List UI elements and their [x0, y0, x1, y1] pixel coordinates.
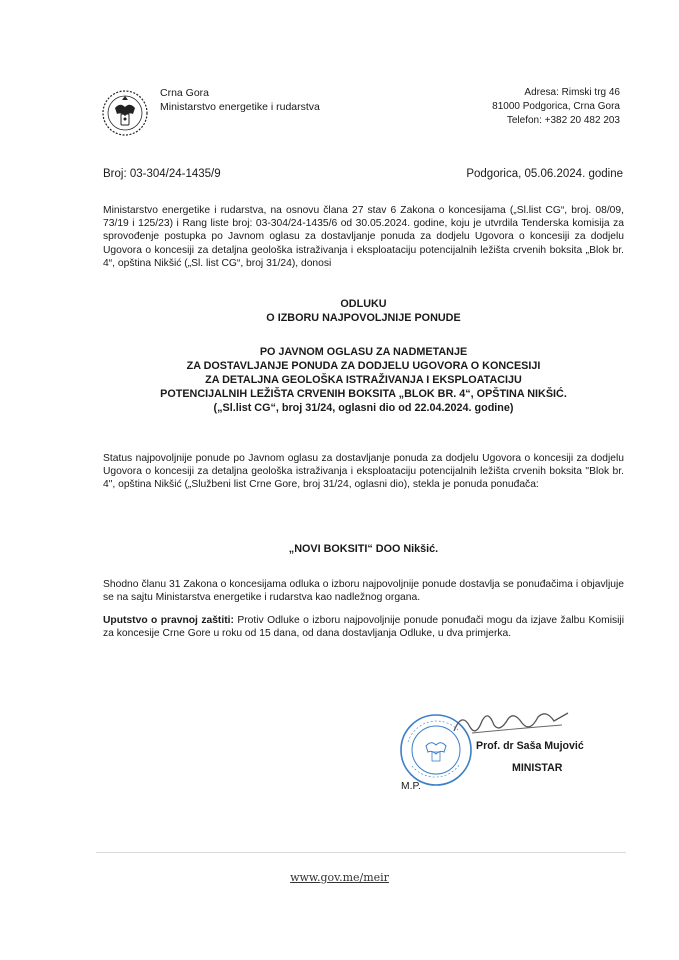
- decision-title-line-1: ODLUKU: [340, 298, 387, 310]
- reference-number: Broj: 03-304/24-1435/9: [103, 168, 221, 180]
- ministry-name: Ministarstvo energetike i rudarstva: [160, 101, 320, 113]
- delivery-paragraph: Shodno članu 31 Zakona o koncesijama odluka o izboru najpovoljnije ponude dostavlja se ponuđačima i objavljuje se na sajtu Ministarstva energetike i rudarstva kao nadležnog organa.: [103, 579, 624, 604]
- decision-subtitle: [103, 345, 624, 415]
- website-link[interactable]: www.gov.me/meir: [290, 871, 389, 884]
- status-paragraph: Status najpovoljnije ponude po Javnom oglasu za dostavljanje ponuda za dodjelu Ugovora o koncesiji za dodjelu Ugovora o koncesiji za detaljna geološka istraživanja i eksploataciju potencijalnih ležišta crvenih boksita "Blok br. 4", opština Nikšić („Službeni list Crne Gore, broj 31/24, oglasni dio), stekla je ponuda ponuđača:: [103, 453, 624, 491]
- country-name: Crna Gora: [160, 87, 210, 99]
- legal-remedy-paragraph: [103, 614, 624, 640]
- footer-divider: [96, 852, 626, 853]
- reference-row: [103, 168, 623, 180]
- legal-remedy-text: Protiv Odluke o izboru najpovoljnije ponude ponuđači mogu da izjave žalbu Komisiji za koncesije Crne Gore u roku od 15 dana, od dana dostavljanja Odluke, u dva primjerka.: [103, 615, 624, 640]
- phone-number: Telefon: +382 20 482 203: [506, 115, 620, 126]
- signatory-title: MINISTAR: [512, 762, 563, 774]
- decision-title: [103, 297, 624, 325]
- subtitle-line-4: POTENCIJALNIH LEŽIŠTA CRVENIH BOKSITA „BLOK BR. 4“, OPŠTINA NIKŠIĆ.: [160, 388, 567, 400]
- address-line-2: 81000 Podgorica, Crna Gora: [492, 101, 620, 112]
- subtitle-line-3: ZA DETALJNA GEOLOŠKA ISTRAŽIVANJA I EKSPLOATACIJU: [205, 374, 522, 386]
- footer: [0, 871, 679, 884]
- intro-paragraph: Ministarstvo energetike i rudarstva, na osnovu člana 27 stav 6 Zakona o koncesijama („Sl.list CG“, broj. 08/09, 73/19 i 125/23) i Rang liste broj: 03-304/24-1435/6 od 30.05.2024. godine, koju je utvrdila Tenderska komisija za sprovođenje postupka po Javnom oglasu za dostavljanje ponuda za dodjelu Ugovora o koncesiji za dodjelu Ugovora o koncesiji za detaljna geološka istraživanja i eksploataciju potencijalnih ležišta crvenih boksita „Blok br. 4“, opština Nikšić („Sl. list CG“, broj 31/24), donosi: [103, 205, 624, 269]
- signatory-name: Prof. dr Saša Mujović: [476, 740, 584, 752]
- subtitle-line-2: ZA DOSTAVLJANJE PONUDA ZA DODJELU UGOVORA O KONCESIJI: [186, 360, 541, 372]
- coat-of-arms-logo: [100, 88, 150, 138]
- seal-label: M.P.: [401, 781, 421, 792]
- place-date: Podgorica, 05.06.2024. godine: [466, 168, 623, 180]
- address-line-1: Adresa: Rimski trg 46: [524, 87, 620, 98]
- decision-title-line-2: O IZBORU NAJPOVOLJNIJE PONUDE: [266, 312, 461, 324]
- legal-remedy-label: Uputstvo o pravnoj zaštiti:: [103, 615, 234, 626]
- subtitle-line-1: PO JAVNOM OGLASU ZA NADMETANJE: [259, 346, 468, 358]
- issuer-block: [160, 86, 320, 114]
- subtitle-line-5: („Sl.list CG“, broj 31/24, oglasni dio od 22.04.2024. godine): [213, 402, 514, 414]
- handwritten-signature: [452, 703, 572, 743]
- contact-block: [440, 86, 620, 128]
- winning-bidder: „NOVI BOKSITI“ DOO Nikšić.: [288, 543, 439, 555]
